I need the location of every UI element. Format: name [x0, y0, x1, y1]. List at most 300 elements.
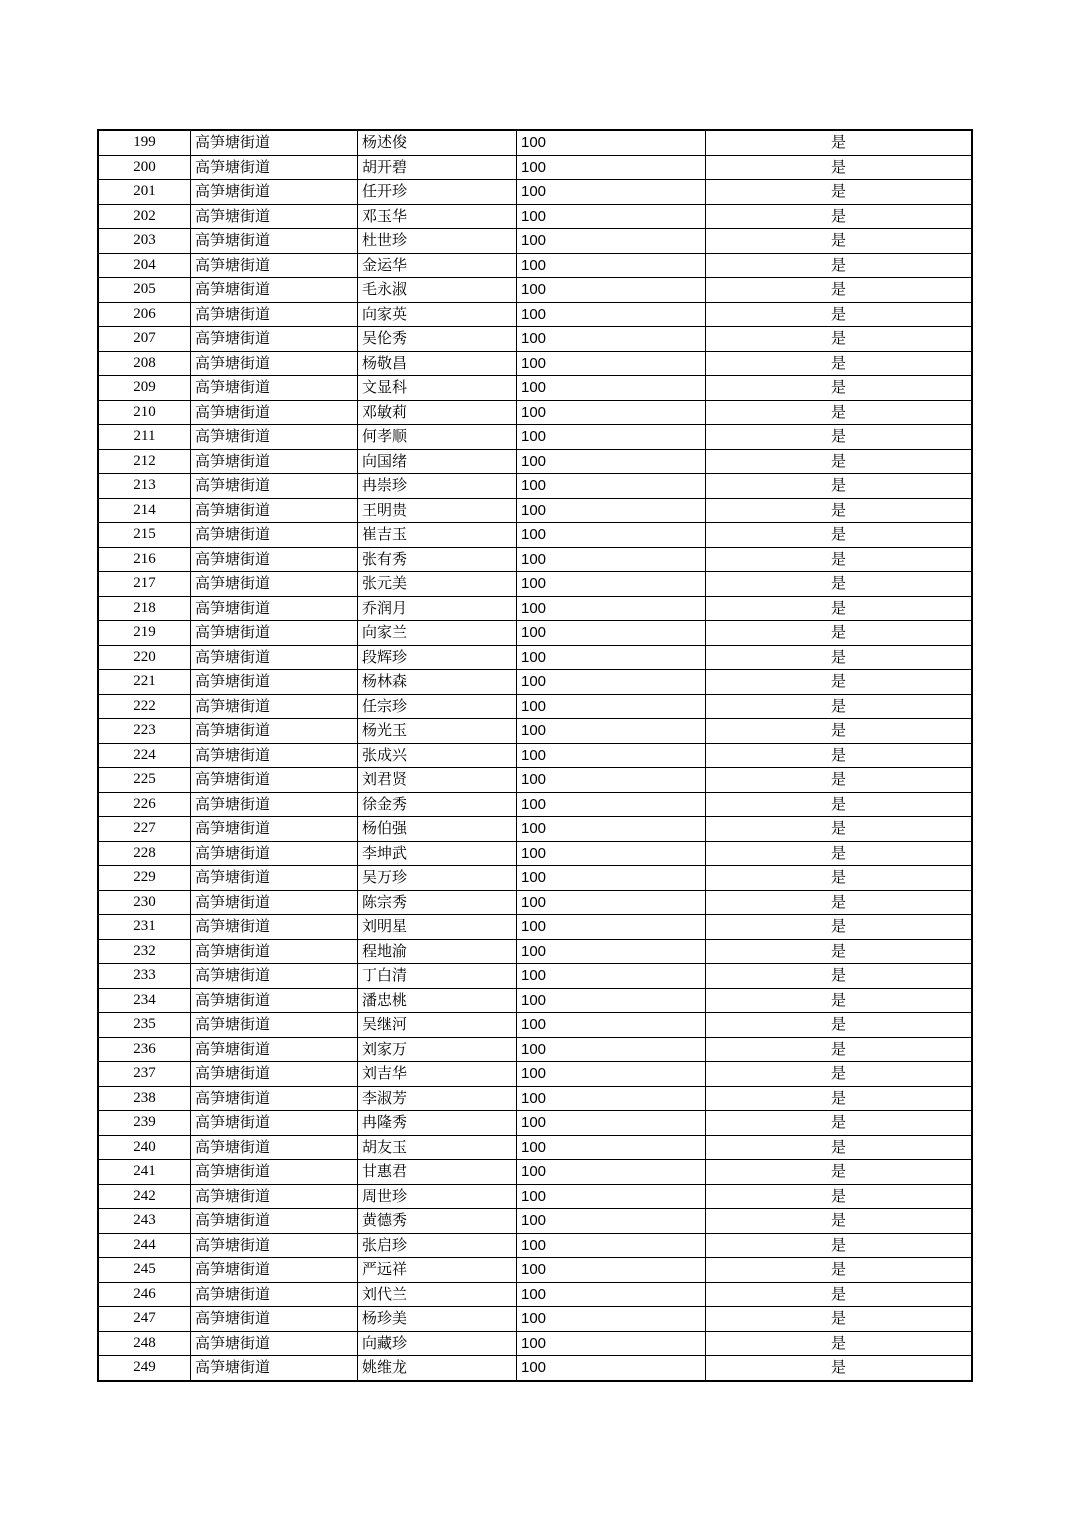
name-cell: 黄德秀: [358, 1209, 517, 1234]
amount-cell: 100: [517, 180, 706, 205]
name-cell: 陈宗秀: [358, 890, 517, 915]
row-index-cell: 234: [98, 988, 191, 1013]
table-row: [98, 743, 972, 768]
row-index-cell: 216: [98, 547, 191, 572]
row-index-cell: 245: [98, 1258, 191, 1283]
table-row: [98, 278, 972, 303]
status-cell: 是: [706, 253, 973, 278]
amount-cell: 100: [517, 1209, 706, 1234]
street-cell: 高笋塘街道: [191, 1062, 358, 1087]
amount-cell: 100: [517, 1135, 706, 1160]
name-cell: 段辉珍: [358, 645, 517, 670]
street-cell: 高笋塘街道: [191, 670, 358, 695]
street-cell: 高笋塘街道: [191, 890, 358, 915]
row-index-cell: 220: [98, 645, 191, 670]
row-index-cell: 204: [98, 253, 191, 278]
amount-cell: 100: [517, 1062, 706, 1087]
status-cell: 是: [706, 572, 973, 597]
data-table: [97, 129, 973, 1382]
row-index-cell: 211: [98, 425, 191, 450]
status-cell: 是: [706, 939, 973, 964]
street-cell: 高笋塘街道: [191, 376, 358, 401]
row-index-cell: 209: [98, 376, 191, 401]
amount-cell: 100: [517, 915, 706, 940]
table-row: [98, 817, 972, 842]
amount-cell: 100: [517, 204, 706, 229]
street-cell: 高笋塘街道: [191, 130, 358, 155]
amount-cell: 100: [517, 768, 706, 793]
name-cell: 丁白清: [358, 964, 517, 989]
row-index-cell: 243: [98, 1209, 191, 1234]
status-cell: 是: [706, 130, 973, 155]
street-cell: 高笋塘街道: [191, 302, 358, 327]
street-cell: 高笋塘街道: [191, 792, 358, 817]
street-cell: 高笋塘街道: [191, 155, 358, 180]
name-cell: 向家英: [358, 302, 517, 327]
amount-cell: 100: [517, 1356, 706, 1381]
amount-cell: 100: [517, 964, 706, 989]
table-row: [98, 572, 972, 597]
row-index-cell: 214: [98, 498, 191, 523]
row-index-cell: 199: [98, 130, 191, 155]
table-row: [98, 1111, 972, 1136]
name-cell: 毛永淑: [358, 278, 517, 303]
status-cell: 是: [706, 621, 973, 646]
status-cell: 是: [706, 1233, 973, 1258]
amount-cell: 100: [517, 1160, 706, 1185]
name-cell: 胡开碧: [358, 155, 517, 180]
street-cell: 高笋塘街道: [191, 768, 358, 793]
row-index-cell: 222: [98, 694, 191, 719]
status-cell: 是: [706, 204, 973, 229]
row-index-cell: 233: [98, 964, 191, 989]
name-cell: 崔吉玉: [358, 523, 517, 548]
row-index-cell: 207: [98, 327, 191, 352]
street-cell: 高笋塘街道: [191, 1209, 358, 1234]
status-cell: 是: [706, 229, 973, 254]
name-cell: 吴伦秀: [358, 327, 517, 352]
street-cell: 高笋塘街道: [191, 278, 358, 303]
status-cell: 是: [706, 449, 973, 474]
status-cell: 是: [706, 743, 973, 768]
street-cell: 高笋塘街道: [191, 204, 358, 229]
amount-cell: 100: [517, 278, 706, 303]
status-cell: 是: [706, 988, 973, 1013]
street-cell: 高笋塘街道: [191, 719, 358, 744]
amount-cell: 100: [517, 425, 706, 450]
name-cell: 胡友玉: [358, 1135, 517, 1160]
street-cell: 高笋塘街道: [191, 1307, 358, 1332]
table-row: [98, 523, 972, 548]
table-row: [98, 866, 972, 891]
row-index-cell: 200: [98, 155, 191, 180]
status-cell: 是: [706, 523, 973, 548]
table-row: [98, 1086, 972, 1111]
amount-cell: 100: [517, 302, 706, 327]
row-index-cell: 228: [98, 841, 191, 866]
amount-cell: 100: [517, 253, 706, 278]
table-row: [98, 155, 972, 180]
amount-cell: 100: [517, 890, 706, 915]
table-row: [98, 719, 972, 744]
table-row: [98, 768, 972, 793]
table-row: [98, 253, 972, 278]
street-cell: 高笋塘街道: [191, 400, 358, 425]
amount-cell: 100: [517, 1111, 706, 1136]
table-row: [98, 890, 972, 915]
street-cell: 高笋塘街道: [191, 1331, 358, 1356]
name-cell: 刘明星: [358, 915, 517, 940]
street-cell: 高笋塘街道: [191, 645, 358, 670]
status-cell: 是: [706, 964, 973, 989]
name-cell: 向国绪: [358, 449, 517, 474]
table-row: [98, 596, 972, 621]
status-cell: 是: [706, 768, 973, 793]
status-cell: 是: [706, 1062, 973, 1087]
street-cell: 高笋塘街道: [191, 572, 358, 597]
street-cell: 高笋塘街道: [191, 425, 358, 450]
row-index-cell: 226: [98, 792, 191, 817]
amount-cell: 100: [517, 866, 706, 891]
row-index-cell: 231: [98, 915, 191, 940]
row-index-cell: 247: [98, 1307, 191, 1332]
street-cell: 高笋塘街道: [191, 1111, 358, 1136]
status-cell: 是: [706, 1111, 973, 1136]
status-cell: 是: [706, 670, 973, 695]
table-body: [98, 130, 972, 1381]
table-row: [98, 400, 972, 425]
amount-cell: 100: [517, 547, 706, 572]
amount-cell: 100: [517, 155, 706, 180]
table-row: [98, 964, 972, 989]
name-cell: 刘吉华: [358, 1062, 517, 1087]
name-cell: 徐金秀: [358, 792, 517, 817]
name-cell: 王明贵: [358, 498, 517, 523]
table-row: [98, 1160, 972, 1185]
name-cell: 张成兴: [358, 743, 517, 768]
row-index-cell: 205: [98, 278, 191, 303]
table-row: [98, 915, 972, 940]
street-cell: 高笋塘街道: [191, 1233, 358, 1258]
street-cell: 高笋塘街道: [191, 1135, 358, 1160]
street-cell: 高笋塘街道: [191, 743, 358, 768]
street-cell: 高笋塘街道: [191, 180, 358, 205]
amount-cell: 100: [517, 376, 706, 401]
table-row: [98, 351, 972, 376]
street-cell: 高笋塘街道: [191, 498, 358, 523]
status-cell: 是: [706, 890, 973, 915]
amount-cell: 100: [517, 1037, 706, 1062]
name-cell: 任开珍: [358, 180, 517, 205]
amount-cell: 100: [517, 694, 706, 719]
table-row: [98, 204, 972, 229]
name-cell: 刘代兰: [358, 1282, 517, 1307]
street-cell: 高笋塘街道: [191, 1258, 358, 1283]
street-cell: 高笋塘街道: [191, 964, 358, 989]
amount-cell: 100: [517, 1282, 706, 1307]
status-cell: 是: [706, 596, 973, 621]
street-cell: 高笋塘街道: [191, 939, 358, 964]
street-cell: 高笋塘街道: [191, 327, 358, 352]
name-cell: 杜世珍: [358, 229, 517, 254]
table-row: [98, 376, 972, 401]
table-row: [98, 1037, 972, 1062]
table-row: [98, 1135, 972, 1160]
street-cell: 高笋塘街道: [191, 596, 358, 621]
table-row: [98, 621, 972, 646]
name-cell: 刘家万: [358, 1037, 517, 1062]
amount-cell: 100: [517, 523, 706, 548]
status-cell: 是: [706, 327, 973, 352]
row-index-cell: 249: [98, 1356, 191, 1381]
status-cell: 是: [706, 694, 973, 719]
name-cell: 向藏珍: [358, 1331, 517, 1356]
amount-cell: 100: [517, 498, 706, 523]
amount-cell: 100: [517, 474, 706, 499]
row-index-cell: 244: [98, 1233, 191, 1258]
street-cell: 高笋塘街道: [191, 1282, 358, 1307]
table-row: [98, 841, 972, 866]
amount-cell: 100: [517, 939, 706, 964]
status-cell: 是: [706, 1356, 973, 1381]
name-cell: 李淑芳: [358, 1086, 517, 1111]
amount-cell: 100: [517, 743, 706, 768]
amount-cell: 100: [517, 449, 706, 474]
table-row: [98, 449, 972, 474]
table-row: [98, 474, 972, 499]
street-cell: 高笋塘街道: [191, 1013, 358, 1038]
amount-cell: 100: [517, 817, 706, 842]
name-cell: 李坤武: [358, 841, 517, 866]
row-index-cell: 223: [98, 719, 191, 744]
name-cell: 杨述俊: [358, 130, 517, 155]
row-index-cell: 215: [98, 523, 191, 548]
status-cell: 是: [706, 155, 973, 180]
name-cell: 杨伯强: [358, 817, 517, 842]
status-cell: 是: [706, 425, 973, 450]
row-index-cell: 201: [98, 180, 191, 205]
street-cell: 高笋塘街道: [191, 523, 358, 548]
table-row: [98, 229, 972, 254]
name-cell: 冉隆秀: [358, 1111, 517, 1136]
amount-cell: 100: [517, 988, 706, 1013]
name-cell: 甘惠君: [358, 1160, 517, 1185]
amount-cell: 100: [517, 351, 706, 376]
amount-cell: 100: [517, 572, 706, 597]
street-cell: 高笋塘街道: [191, 547, 358, 572]
name-cell: 何孝顺: [358, 425, 517, 450]
row-index-cell: 225: [98, 768, 191, 793]
street-cell: 高笋塘街道: [191, 841, 358, 866]
row-index-cell: 212: [98, 449, 191, 474]
row-index-cell: 248: [98, 1331, 191, 1356]
table-row: [98, 1184, 972, 1209]
amount-cell: 100: [517, 621, 706, 646]
status-cell: 是: [706, 1331, 973, 1356]
name-cell: 吴万珍: [358, 866, 517, 891]
table-row: [98, 1233, 972, 1258]
street-cell: 高笋塘街道: [191, 866, 358, 891]
name-cell: 乔润月: [358, 596, 517, 621]
table-row: [98, 1258, 972, 1283]
table-row: [98, 792, 972, 817]
amount-cell: 100: [517, 1331, 706, 1356]
row-index-cell: 203: [98, 229, 191, 254]
name-cell: 邓敏莉: [358, 400, 517, 425]
status-cell: 是: [706, 180, 973, 205]
status-cell: 是: [706, 1282, 973, 1307]
row-index-cell: 246: [98, 1282, 191, 1307]
name-cell: 杨敬昌: [358, 351, 517, 376]
row-index-cell: 230: [98, 890, 191, 915]
table-row: [98, 1331, 972, 1356]
name-cell: 姚维龙: [358, 1356, 517, 1381]
table-row: [98, 327, 972, 352]
status-cell: 是: [706, 1307, 973, 1332]
row-index-cell: 227: [98, 817, 191, 842]
status-cell: 是: [706, 792, 973, 817]
status-cell: 是: [706, 498, 973, 523]
table-row: [98, 302, 972, 327]
name-cell: 张启珍: [358, 1233, 517, 1258]
status-cell: 是: [706, 1135, 973, 1160]
amount-cell: 100: [517, 229, 706, 254]
table-row: [98, 645, 972, 670]
status-cell: 是: [706, 1037, 973, 1062]
name-cell: 张元美: [358, 572, 517, 597]
table-row: [98, 1307, 972, 1332]
street-cell: 高笋塘街道: [191, 621, 358, 646]
street-cell: 高笋塘街道: [191, 988, 358, 1013]
amount-cell: 100: [517, 327, 706, 352]
table-row: [98, 498, 972, 523]
table-row: [98, 1209, 972, 1234]
row-index-cell: 239: [98, 1111, 191, 1136]
name-cell: 张有秀: [358, 547, 517, 572]
amount-cell: 100: [517, 645, 706, 670]
table-row: [98, 1282, 972, 1307]
name-cell: 向家兰: [358, 621, 517, 646]
table-row: [98, 1356, 972, 1381]
street-cell: 高笋塘街道: [191, 474, 358, 499]
status-cell: 是: [706, 400, 973, 425]
row-index-cell: 219: [98, 621, 191, 646]
name-cell: 吴继河: [358, 1013, 517, 1038]
amount-cell: 100: [517, 400, 706, 425]
name-cell: 潘忠桃: [358, 988, 517, 1013]
name-cell: 杨林森: [358, 670, 517, 695]
table-row: [98, 130, 972, 155]
street-cell: 高笋塘街道: [191, 1160, 358, 1185]
amount-cell: 100: [517, 130, 706, 155]
status-cell: 是: [706, 1209, 973, 1234]
street-cell: 高笋塘街道: [191, 915, 358, 940]
name-cell: 杨光玉: [358, 719, 517, 744]
status-cell: 是: [706, 719, 973, 744]
status-cell: 是: [706, 866, 973, 891]
status-cell: 是: [706, 841, 973, 866]
amount-cell: 100: [517, 719, 706, 744]
status-cell: 是: [706, 278, 973, 303]
status-cell: 是: [706, 1013, 973, 1038]
street-cell: 高笋塘街道: [191, 1184, 358, 1209]
street-cell: 高笋塘街道: [191, 229, 358, 254]
row-index-cell: 236: [98, 1037, 191, 1062]
name-cell: 冉崇珍: [358, 474, 517, 499]
row-index-cell: 232: [98, 939, 191, 964]
row-index-cell: 206: [98, 302, 191, 327]
status-cell: 是: [706, 915, 973, 940]
table-row: [98, 670, 972, 695]
row-index-cell: 221: [98, 670, 191, 695]
name-cell: 邓玉华: [358, 204, 517, 229]
row-index-cell: 210: [98, 400, 191, 425]
amount-cell: 100: [517, 1307, 706, 1332]
table-row: [98, 939, 972, 964]
name-cell: 刘君贤: [358, 768, 517, 793]
name-cell: 金运华: [358, 253, 517, 278]
row-index-cell: 202: [98, 204, 191, 229]
table-row: [98, 988, 972, 1013]
row-index-cell: 217: [98, 572, 191, 597]
name-cell: 杨珍美: [358, 1307, 517, 1332]
amount-cell: 100: [517, 841, 706, 866]
status-cell: 是: [706, 817, 973, 842]
amount-cell: 100: [517, 1184, 706, 1209]
street-cell: 高笋塘街道: [191, 1037, 358, 1062]
row-index-cell: 218: [98, 596, 191, 621]
row-index-cell: 238: [98, 1086, 191, 1111]
status-cell: 是: [706, 1184, 973, 1209]
row-index-cell: 213: [98, 474, 191, 499]
row-index-cell: 235: [98, 1013, 191, 1038]
amount-cell: 100: [517, 1013, 706, 1038]
status-cell: 是: [706, 1160, 973, 1185]
status-cell: 是: [706, 547, 973, 572]
status-cell: 是: [706, 302, 973, 327]
row-index-cell: 242: [98, 1184, 191, 1209]
table-row: [98, 425, 972, 450]
amount-cell: 100: [517, 1258, 706, 1283]
amount-cell: 100: [517, 1086, 706, 1111]
table-row: [98, 180, 972, 205]
row-index-cell: 237: [98, 1062, 191, 1087]
row-index-cell: 241: [98, 1160, 191, 1185]
amount-cell: 100: [517, 792, 706, 817]
table-row: [98, 547, 972, 572]
street-cell: 高笋塘街道: [191, 449, 358, 474]
table-row: [98, 1013, 972, 1038]
name-cell: 文显科: [358, 376, 517, 401]
status-cell: 是: [706, 645, 973, 670]
amount-cell: 100: [517, 670, 706, 695]
name-cell: 周世珍: [358, 1184, 517, 1209]
row-index-cell: 208: [98, 351, 191, 376]
status-cell: 是: [706, 474, 973, 499]
street-cell: 高笋塘街道: [191, 817, 358, 842]
status-cell: 是: [706, 1086, 973, 1111]
row-index-cell: 240: [98, 1135, 191, 1160]
row-index-cell: 229: [98, 866, 191, 891]
name-cell: 严远祥: [358, 1258, 517, 1283]
street-cell: 高笋塘街道: [191, 1086, 358, 1111]
street-cell: 高笋塘街道: [191, 694, 358, 719]
name-cell: 任宗珍: [358, 694, 517, 719]
status-cell: 是: [706, 1258, 973, 1283]
street-cell: 高笋塘街道: [191, 253, 358, 278]
street-cell: 高笋塘街道: [191, 351, 358, 376]
table-row: [98, 694, 972, 719]
